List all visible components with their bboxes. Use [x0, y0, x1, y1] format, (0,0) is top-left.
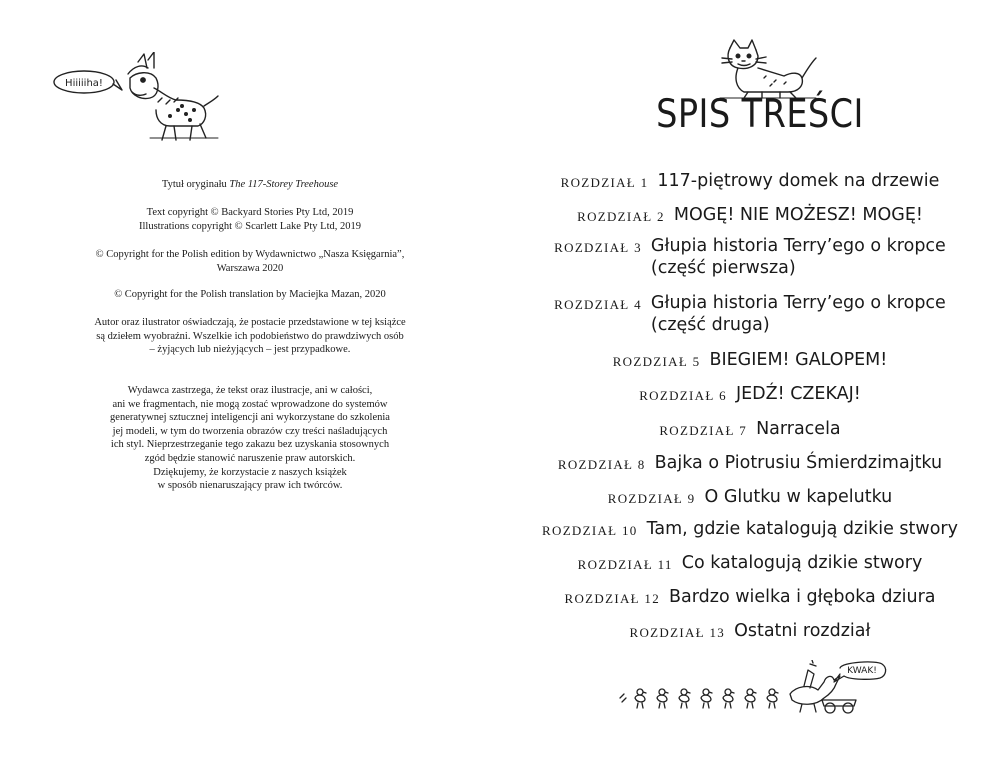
duckling	[635, 689, 646, 708]
chapter-title: Bardzo wielka i głęboka dziura	[669, 587, 936, 607]
publisher-note-line: zgód będzie stanowić naruszenie praw autorskich.	[144, 452, 356, 464]
toc-entry[interactable]	[500, 170, 1000, 192]
duck-speech-text: KWAK!	[847, 666, 877, 676]
chapter-title: Bajka o Piotrusiu Śmierdzimajtku	[654, 453, 943, 473]
toc-entry[interactable]	[500, 383, 1000, 405]
chapter-label: ROZDZIAŁ 6	[639, 388, 727, 403]
donkey-speech-text: Hiiiiiha!	[65, 78, 103, 89]
chapter-title: MOGĘ! NIE MOŻESZ! MOGĘ!	[673, 205, 923, 225]
chapter-label: ROZDZIAŁ 12	[564, 591, 661, 606]
polish-edition-copyright	[60, 248, 440, 275]
chapter-label: ROZDZIAŁ 4	[554, 297, 642, 312]
original-title-prefix: Tytuł oryginału	[161, 179, 230, 190]
duckling	[767, 689, 778, 708]
text-copyright: Text copyright © Backyard Stories Pty Ltd, 2019	[146, 207, 354, 218]
chapter-title: 117-piętrowy domek na drzewie	[657, 171, 940, 191]
polish-edition-line-2: Warszawa 2020	[216, 262, 284, 274]
publisher-note-line: Wydawca zastrzega, że tekst oraz ilustracje, ani w całości,	[127, 385, 373, 396]
duckling	[745, 689, 756, 708]
polish-translation-copyright: © Copyright for the Polish translation by Maciejka Mazan, 2020	[114, 289, 386, 300]
chapter-label: ROZDZIAŁ 3	[554, 240, 642, 255]
chapter-title: BIEGIEM! GALOPEM!	[709, 350, 888, 370]
illustrations-copyright: Illustrations copyright © Scarlett Lake Pty Ltd, 2019	[138, 220, 362, 232]
duckling	[657, 689, 668, 708]
chapter-label: ROZDZIAŁ 2	[577, 209, 665, 224]
chapter-label: ROZDZIAŁ 11	[577, 557, 673, 572]
toc-entry[interactable]	[500, 486, 1000, 508]
publisher-note	[60, 384, 440, 493]
publisher-note-line: ich styl. Nieprzestrzeganie tego zakazu bez uzyskania stosownych	[110, 439, 390, 451]
toc-entry[interactable]	[500, 235, 1000, 279]
toc-entry[interactable]	[500, 292, 1000, 336]
chapter-label: ROZDZIAŁ 13	[629, 625, 726, 640]
publisher-note-line: generatywnej sztucznej inteligencji ani wykorzystane do szkolenia	[110, 412, 390, 424]
chapter-title: JEDŹ! CZEKAJ!	[735, 384, 861, 404]
duckling	[701, 689, 712, 708]
toc-entry[interactable]	[500, 620, 1000, 642]
chapter-title-main: Głupia historia Terry’ego o kropce	[650, 236, 946, 256]
chapter-label: ROZDZIAŁ 9	[607, 491, 696, 506]
toc-entry[interactable]	[500, 452, 1000, 474]
chapter-title: Ostatni rozdział	[734, 621, 871, 641]
publisher-note-line: ani we fragmentach, nie mogą zostać wprowadzone do systemów	[112, 398, 388, 410]
duckling	[723, 689, 734, 708]
chapter-title: Co katalogują dzikie stwory	[681, 553, 923, 573]
toc-title: SPIS TREŚCI	[656, 92, 864, 137]
author-note	[60, 316, 440, 357]
publisher-note-line: Dziękujemy, że korzystacie z naszych książek	[153, 466, 347, 478]
author-note-line: – żyjących lub nieżyjących – jest przypadkowe.	[149, 344, 351, 356]
chapter-title	[651, 292, 946, 336]
author-note-line: są dziełem wyobraźni. Wszelkie ich podobieństwo do prawdziwych osób	[96, 330, 404, 342]
chapter-title-main: Głupia historia Terry’ego o kropce	[650, 293, 946, 313]
duckling	[679, 689, 690, 708]
toc-entry[interactable]	[500, 518, 1000, 540]
chapter-title: Tam, gdzie katalogują dzikie stwory	[646, 519, 958, 539]
chapter-label: ROZDZIAŁ 7	[659, 423, 748, 438]
chapter-title: O Glutku w kapelutku	[704, 487, 893, 507]
chapter-label: ROZDZIAŁ 8	[557, 457, 646, 472]
original-title: The 117-Storey Treehouse	[229, 179, 339, 190]
publisher-note-line: jej modeli, w tym do tworzenia obrazów czy treści naśladujących	[112, 425, 388, 437]
author-note-line: Autor oraz ilustrator oświadczają, że postacie przedstawione w tej książce	[94, 317, 406, 328]
toc-entry[interactable]	[500, 586, 1000, 608]
copyright-block	[60, 206, 440, 233]
toc-entry[interactable]	[500, 418, 1000, 440]
chapter-subtitle: (część druga)	[650, 315, 770, 335]
toc-entry[interactable]	[500, 204, 1000, 226]
chapter-title	[651, 235, 946, 279]
chapter-subtitle: (część pierwsza)	[650, 258, 796, 278]
chapter-label: ROZDZIAŁ 5	[612, 354, 701, 369]
chapter-label: ROZDZIAŁ 1	[560, 175, 649, 190]
chapter-title: Narracela	[756, 419, 841, 439]
table-of-contents	[500, 0, 1000, 758]
donkey-illustration	[50, 52, 220, 142]
chapter-label: ROZDZIAŁ 10	[542, 523, 638, 538]
toc-entry[interactable]	[500, 349, 1000, 371]
publisher-note-line: w sposób nienaruszający praw ich twórców.	[157, 480, 343, 492]
toc-entry[interactable]	[500, 552, 1000, 574]
ducks-illustration	[618, 660, 890, 720]
original-title-line	[60, 178, 440, 192]
polish-edition-line-1: © Copyright for the Polish edition by Wydawnictwo „Nasza Księgarnia”,	[95, 249, 405, 260]
